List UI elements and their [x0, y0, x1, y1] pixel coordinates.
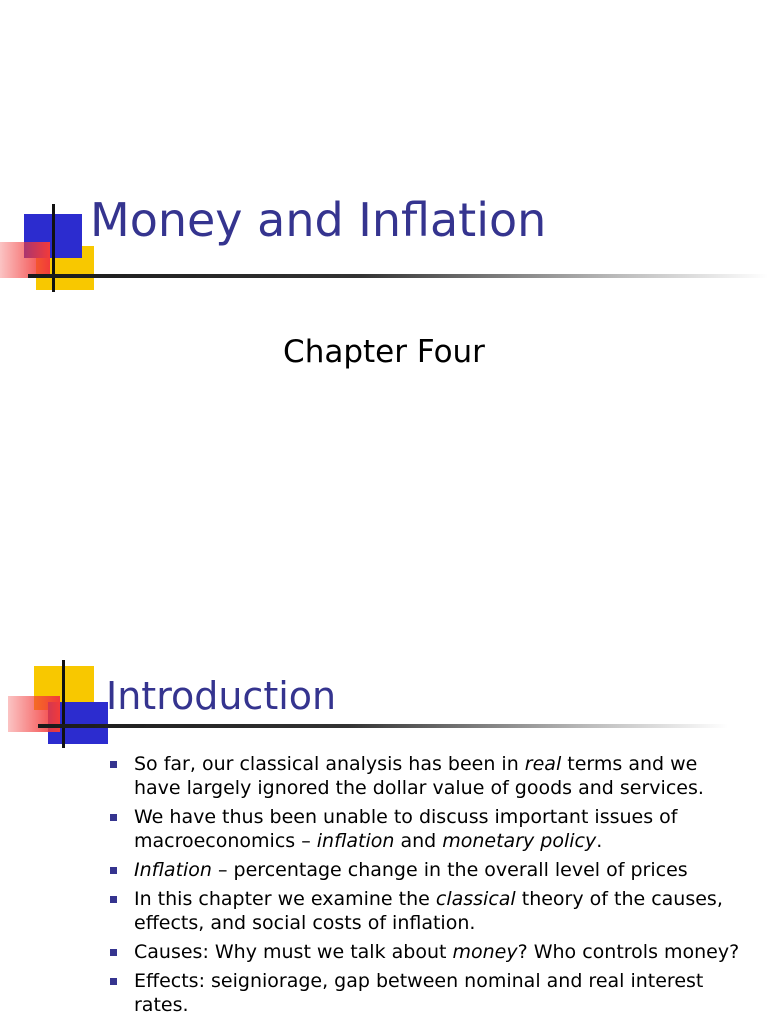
- bullet-item: [108, 969, 748, 1017]
- bullet-list: [108, 752, 748, 1022]
- red-square: [0, 242, 50, 278]
- vertical-line: [62, 660, 65, 748]
- decorative-squares: [0, 200, 100, 295]
- bullet-item: [108, 887, 748, 935]
- introduction-slide: [0, 648, 768, 1024]
- italic-text: Inflation: [134, 859, 212, 881]
- bullet-text: and: [394, 830, 443, 852]
- bullet-text: Effects: seigniorage, gap between nominal and real interest rates.: [134, 970, 704, 1016]
- decorative-squares: [8, 658, 113, 750]
- bullet-text: In this chapter we examine the: [134, 888, 436, 910]
- bullet-text: theory of the causes, effects, and social costs of inflation.: [134, 888, 723, 934]
- title-rule: [38, 724, 728, 728]
- bullet-item: [108, 752, 748, 800]
- italic-text: money: [452, 941, 518, 963]
- italic-text: classical: [435, 888, 516, 910]
- slide-title: Money and Inflation: [90, 193, 547, 247]
- bullet-text: We have thus been unable to discuss important issues of macroeconomics –: [134, 806, 678, 852]
- slide-subtitle: Chapter Four: [283, 334, 485, 370]
- title-rule: [28, 274, 768, 278]
- italic-text: monetary policy: [442, 830, 597, 852]
- bullet-item: [108, 805, 748, 853]
- bullet-text: ? Who controls money?: [517, 941, 740, 963]
- bullet-text: – percentage change in the overall level of prices: [211, 859, 688, 881]
- bullet-text: So far, our classical analysis has been in: [134, 753, 525, 775]
- italic-text: inflation: [316, 830, 395, 852]
- bullet-text: terms and we have largely ignored the dollar value of goods and services.: [134, 753, 704, 799]
- bullet-item: [108, 940, 748, 964]
- slide-title: Introduction: [106, 674, 337, 718]
- bullet-text: .: [596, 830, 603, 852]
- italic-text: real: [524, 753, 562, 775]
- vertical-line: [52, 204, 55, 292]
- bullet-text: Causes: Why must we talk about: [134, 941, 453, 963]
- bullet-item: [108, 858, 748, 882]
